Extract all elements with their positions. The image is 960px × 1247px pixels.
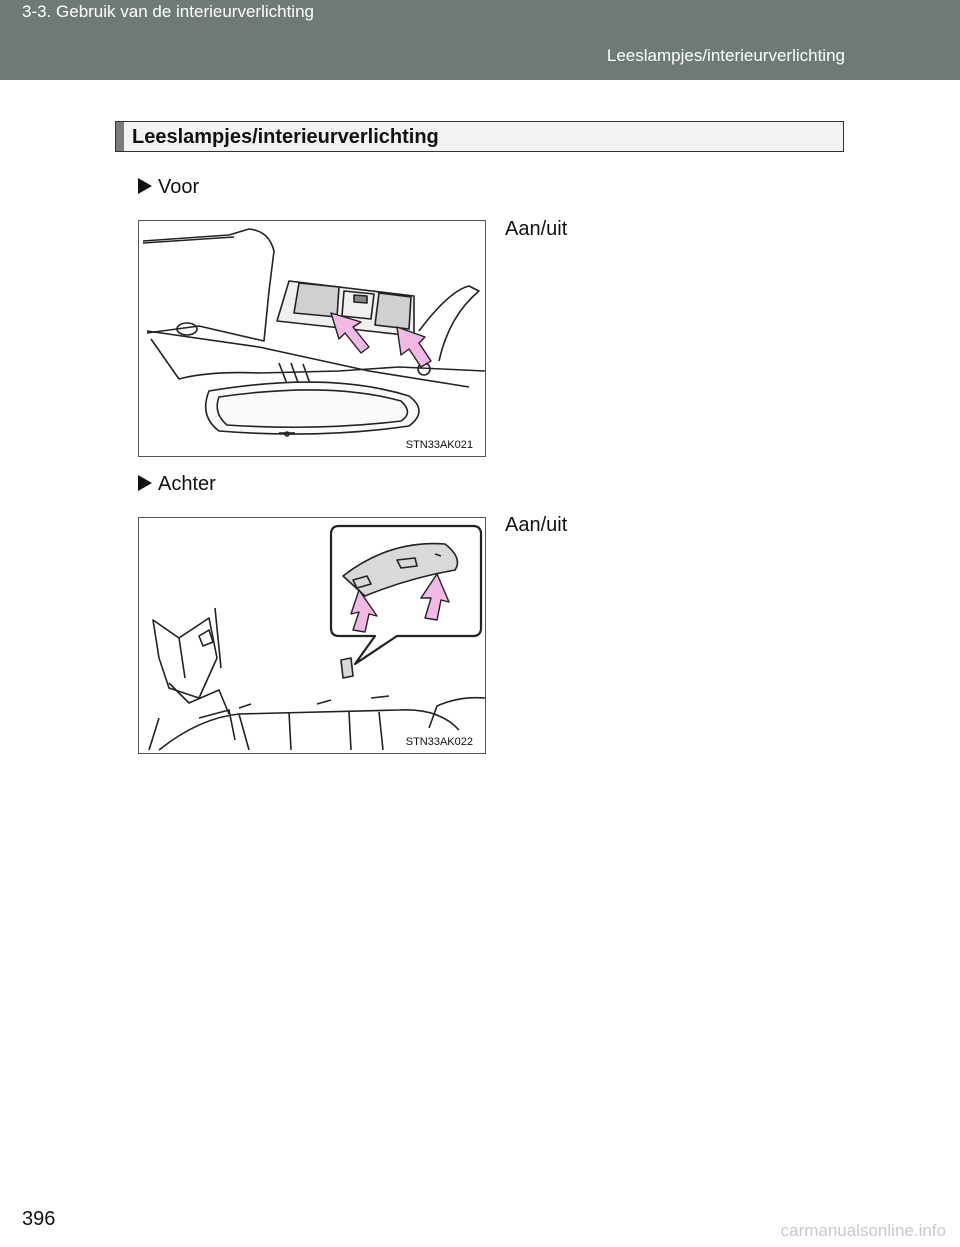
- subheading-front-label: Voor: [158, 176, 200, 198]
- front-lights-illustration: [139, 221, 485, 456]
- section-heading-box: [115, 121, 844, 152]
- front-note: Aan/uit: [505, 218, 568, 240]
- subheading-rear: [138, 473, 216, 496]
- page-number: 396: [22, 1208, 56, 1230]
- section-heading: Leeslampjes/interieurverlichting: [132, 126, 439, 148]
- chapter-title: 3-3. Gebruik van de interieurverlichting: [22, 2, 314, 21]
- heading-accent-bar: [116, 122, 124, 151]
- section-title: Leeslampjes/interieurverlichting: [606, 46, 845, 65]
- figure-code-rear: STN33AK022: [405, 736, 473, 748]
- triangle-bullet-icon: [138, 178, 152, 194]
- figure-code-front: STN33AK021: [405, 439, 473, 451]
- watermark: carmanualsonline.info: [780, 1221, 946, 1240]
- rear-lights-illustration: [139, 518, 485, 753]
- subheading-front: [138, 176, 199, 199]
- subheading-rear-label: Achter: [158, 473, 216, 495]
- figure-front-lights: [138, 220, 486, 457]
- figure-rear-lights: [138, 517, 486, 754]
- rear-note: Aan/uit: [505, 514, 568, 536]
- triangle-bullet-icon: [138, 475, 152, 491]
- page-header: [0, 0, 960, 80]
